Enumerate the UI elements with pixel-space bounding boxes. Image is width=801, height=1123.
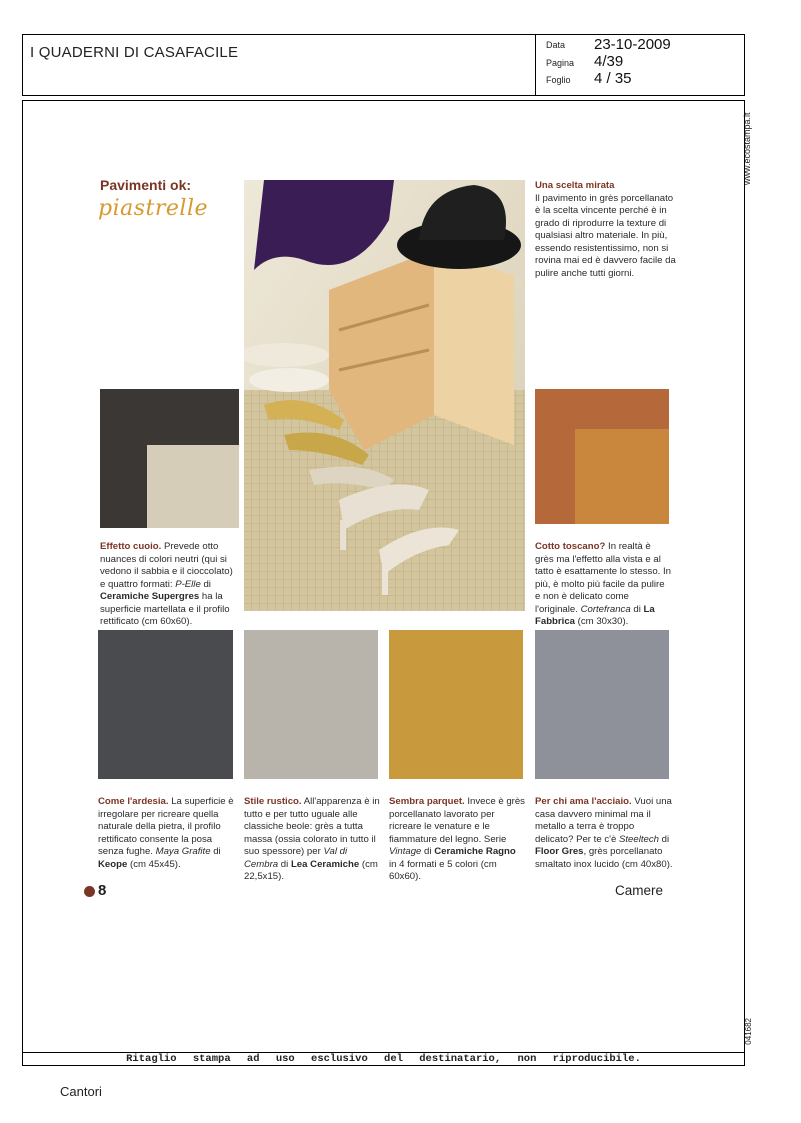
- caption-body: Invece è grès porcellanato lavorato per ricreare le venature e le fiammature del legno. Serie: [389, 796, 525, 845]
- caption-connector: di: [630, 603, 644, 615]
- product-name: Cortefranca: [580, 603, 631, 615]
- page-label: Pagina: [546, 58, 575, 68]
- caption-heading: Cotto toscano?: [535, 541, 606, 552]
- caption-acciaio: [535, 796, 673, 871]
- brand-name: Keope: [98, 858, 128, 870]
- caption-ardesia: [98, 796, 236, 871]
- brand-name: Lea Ceramiche: [290, 858, 360, 870]
- publication-name: I QUADERNI DI CASAFACILE: [30, 44, 239, 61]
- article-kicker: Pavimenti ok:: [100, 177, 192, 193]
- caption-heading: Per chi ama l'acciaio.: [535, 796, 632, 807]
- wardrobe-shoes-photo: [244, 180, 525, 611]
- tile-cuoio-sand: [147, 445, 239, 528]
- page-value: 4/39: [594, 53, 624, 70]
- caption-heading: Stile rustico.: [244, 796, 302, 807]
- brand-name: Floor Gres: [535, 846, 584, 857]
- caption-body: La superficie è irregolare per ricreare quella naturale della pietra, il profilo rettificato consente la posa senza fughe.: [98, 796, 234, 857]
- caption-heading: Sembra parquet.: [389, 796, 465, 807]
- caption-parquet: [389, 796, 525, 884]
- sheet-label: Foglio: [546, 75, 571, 85]
- date-label: Data: [546, 40, 566, 50]
- brand-name: La Fabbrica: [535, 603, 655, 627]
- product-name: Vintage: [389, 846, 422, 857]
- article-title: piastrelle: [98, 196, 208, 221]
- tile-acciaio: [535, 630, 669, 779]
- tile-cotto: [535, 389, 669, 524]
- caption-tail: in 4 formati e 5 colori (cm 60x60).: [389, 858, 497, 882]
- intro-heading: Una scelta mirata: [535, 180, 615, 191]
- caption-connector: di: [278, 858, 291, 870]
- caption-toscano: [535, 541, 671, 629]
- caption-tail: ha la superficie martellata e il profilo rettificato (cm 60x60).: [100, 591, 230, 627]
- caption-body: In realtà è grès ma l'effetto alla vista e al tatto è esattamente lo stesso. In più, è molto più facile da pulire e non è delicato come l'originale.: [535, 541, 671, 615]
- client-name: Cantori: [60, 1084, 102, 1099]
- page-number: 8: [98, 882, 107, 899]
- caption-body: All'apparenza è in tutto e per tutto uguale alle classiche beole: grès a tutta massa (ossia colorato in tutto il suo spessore) per: [244, 796, 380, 857]
- caption-tail: (cm 30x30).: [575, 616, 629, 627]
- caption-body: Prevede otto nuances di colori neutri (qui si vedono il sabbia e il cioccolato) e quattro formati:: [100, 541, 233, 590]
- tile-cuoio: [100, 389, 239, 528]
- caption-connector: di: [658, 833, 670, 845]
- source-url: www.ecostampa.it: [742, 112, 752, 185]
- caption-connector: di: [210, 846, 221, 857]
- product-name: P-Elle: [175, 578, 201, 590]
- page-marker-dot: [84, 886, 95, 897]
- caption-rustico: [244, 796, 380, 884]
- clipping-code: 041682: [744, 1018, 753, 1045]
- caption-body: Vuoi una casa davvero minimal ma il metallo a terra è troppo delicato? Per te c'è: [535, 796, 672, 845]
- intro-body: Il pavimento in grès porcellanato è la scelta vincente perché è in grado di riprodurre la texture di qualsiasi altro materiale. In più, essendo resistentissimo, non si rovina mai ed è davvero facile da pulire anche tutti giorni.: [535, 192, 676, 279]
- product-name: Maya Grafite: [155, 846, 211, 857]
- caption-tail: , grès porcellanato smaltato inox lucido (cm 40x80).: [535, 846, 673, 870]
- product-name: Val di Cembra: [244, 846, 348, 870]
- tile-cotto-inner: [575, 429, 669, 524]
- product-name: Steeltech: [618, 833, 659, 845]
- tile-rustico: [244, 630, 378, 779]
- caption-tail: (cm 45x45).: [127, 858, 181, 870]
- caption-connector: di: [421, 846, 435, 857]
- intro-block: [535, 180, 677, 280]
- caption-heading: Effetto cuoio.: [100, 541, 162, 552]
- caption-cuoio: [100, 541, 240, 629]
- caption-tail: (cm 22,5x15).: [244, 858, 378, 882]
- section-name: Camere: [615, 883, 664, 898]
- sheet-value: 4 / 35: [594, 70, 632, 87]
- tile-parquet: [389, 630, 523, 779]
- disclaimer: Ritaglio stampa ad uso esclusivo del destinatario, non riproducibile.: [126, 1053, 641, 1065]
- date-value: 23-10-2009: [594, 36, 671, 53]
- tile-ardesia: [98, 630, 233, 779]
- brand-name: Ceramiche Ragno: [434, 846, 516, 857]
- header-divider: [535, 34, 536, 96]
- caption-heading: Come l'ardesia.: [98, 796, 169, 807]
- caption-connector: di: [200, 578, 211, 590]
- brand-name: Ceramiche Supergres: [100, 591, 200, 602]
